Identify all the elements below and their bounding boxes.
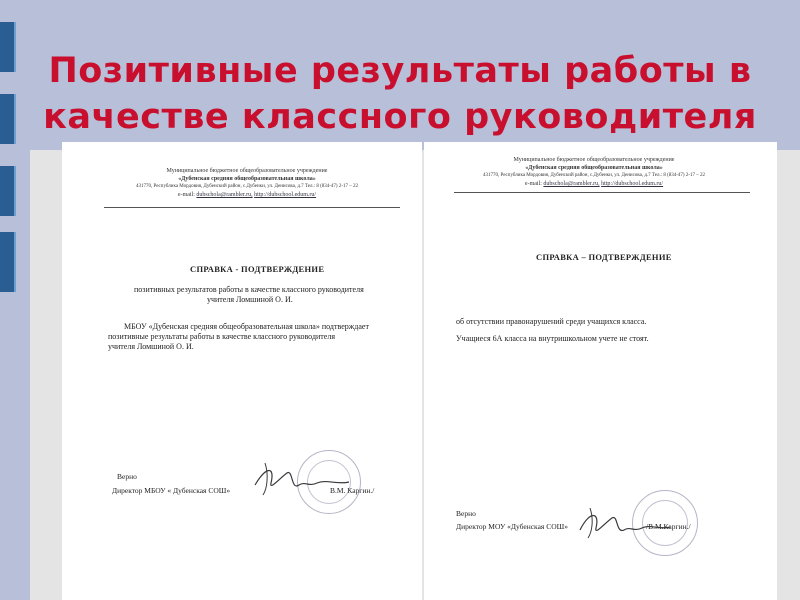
sidebar-decoration-4 xyxy=(0,232,16,292)
body-line-1: МБОУ «Дубенская средняя общеобразовательная школа» подтверждает xyxy=(124,322,369,331)
school-header xyxy=(454,156,734,188)
header-line-2: «Дубенская средняя общеобразовательная школа» xyxy=(525,165,663,171)
director-name: /В.М.Каргин./ xyxy=(646,522,691,531)
document-heading: СПРАВКА – ПОДТВЕРЖДЕНИЕ xyxy=(536,252,672,262)
header-divider xyxy=(104,207,400,208)
header-line-2: «Дубенская средняя общеобразовательная школа» xyxy=(178,176,316,182)
slide-title-line-2: качестве классного руководителя xyxy=(43,97,757,137)
signature-icon xyxy=(247,455,357,500)
director-name: В.М. Каргин./ xyxy=(330,486,375,495)
slide-title-line-1: Позитивные результаты работы в xyxy=(48,51,752,91)
signature-icon xyxy=(574,502,674,542)
slide-title xyxy=(0,48,800,140)
verno-label: Верно xyxy=(456,509,476,518)
header-contacts xyxy=(122,191,372,199)
header-line-3: 431770, Республика Мордовия, Дубенский район, с.Дубенки, ул. Денисова, д.7 Тел.: 8 (834-47) 2-17 – 22 xyxy=(136,184,358,189)
email-link: dubschola@rambler.ru, xyxy=(543,181,600,187)
header-divider xyxy=(454,192,750,193)
body-line-1: об отсутствии правонарушений среди учащихся класса. xyxy=(456,317,647,326)
email-link: dubschola@rambler.ru, xyxy=(196,192,253,198)
email-prefix: e-mail: xyxy=(177,192,195,198)
school-header xyxy=(122,167,372,199)
body-line-2: позитивные результаты работы в качестве классного руководителя xyxy=(108,332,336,341)
header-line-1: Муниципальное бюджетное общеобразовательное учреждение xyxy=(166,168,328,174)
site-link: http://dubschool.edum.ru/ xyxy=(254,192,317,198)
email-prefix: e-mail: xyxy=(524,181,542,187)
subtitle-line-1: позитивных результатов работы в качестве классного руководителя xyxy=(134,285,364,294)
subtitle-line-2: учителя Ломшиной О. И. xyxy=(207,295,293,304)
header-line-3: 431770, Республика Мордовия, Дубенский район, с.Дубенки, ул. Денисова, д.7 Тел.: 8 (834-47) 2-17 – 22 xyxy=(483,173,705,178)
header-contacts xyxy=(454,180,734,188)
director-line: Директор МОУ «Дубенская СОШ» xyxy=(456,522,568,531)
director-line: Директор МБОУ « Дубенская СОШ» xyxy=(112,486,231,495)
site-link: http://dubschool.edum.ru/ xyxy=(601,181,664,187)
verno-label: Верно xyxy=(117,472,137,481)
certificate-left xyxy=(62,142,422,600)
certificate-right xyxy=(424,142,777,600)
header-line-1: Муниципальное бюджетное общеобразовательное учреждение xyxy=(513,157,675,163)
body-line-3: учителя Ломшиной О. И. xyxy=(108,342,194,351)
sidebar-decoration-3 xyxy=(0,166,16,216)
document-heading: СПРАВКА - ПОДТВЕРЖДЕНИЕ xyxy=(190,264,325,274)
body-line-2: Учащиеся 6А класса на внутришкольном учете не стоят. xyxy=(456,334,649,343)
